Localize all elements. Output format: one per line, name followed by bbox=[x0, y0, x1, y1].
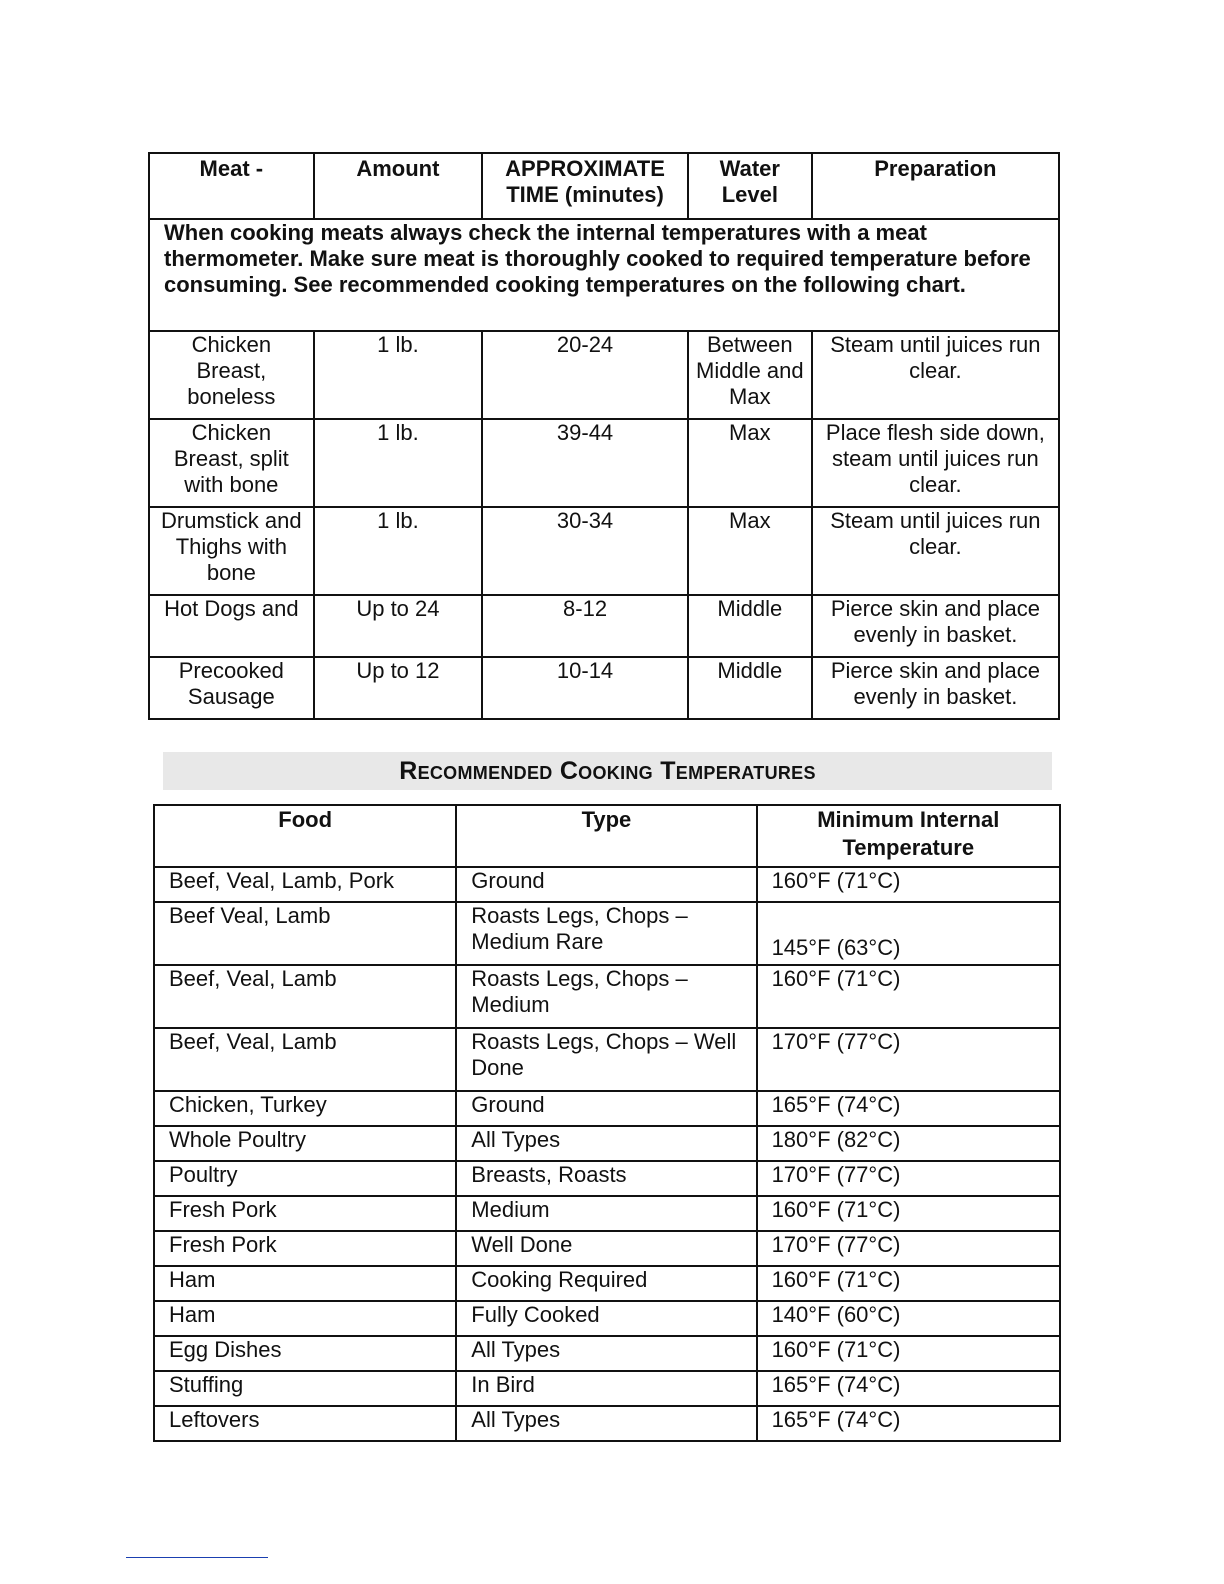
temperature-cell: 140°F (60°C) bbox=[757, 1301, 1060, 1336]
table-row bbox=[154, 1091, 1060, 1126]
food-cell: Chicken, Turkey bbox=[154, 1091, 456, 1126]
temperature-cell: 165°F (74°C) bbox=[757, 1371, 1060, 1406]
column-header-food: Food bbox=[154, 805, 456, 867]
column-header-water-level: Water Level bbox=[688, 153, 812, 219]
type-cell: Breasts, Roasts bbox=[456, 1161, 756, 1196]
table-row bbox=[154, 902, 1060, 965]
preparation-cell: Pierce skin and place evenly in basket. bbox=[812, 657, 1059, 719]
temperature-cell: 165°F (74°C) bbox=[757, 1406, 1060, 1441]
column-header-temperature: Minimum Internal Temperature bbox=[757, 805, 1060, 867]
temperature-cell: 170°F (77°C) bbox=[757, 1161, 1060, 1196]
temperature-cell: 160°F (71°C) bbox=[757, 867, 1060, 902]
table-row bbox=[154, 1196, 1060, 1231]
water-level-cell: Max bbox=[688, 507, 812, 595]
table-row bbox=[154, 1371, 1060, 1406]
time-cell: 10-14 bbox=[482, 657, 688, 719]
type-cell: All Types bbox=[456, 1406, 756, 1441]
food-cell: Poultry bbox=[154, 1161, 456, 1196]
amount-cell: Up to 24 bbox=[314, 595, 482, 657]
amount-cell: 1 lb. bbox=[314, 331, 482, 419]
food-cell: Beef, Veal, Lamb bbox=[154, 965, 456, 1028]
table-row bbox=[154, 1266, 1060, 1301]
temperature-cell: 165°F (74°C) bbox=[757, 1091, 1060, 1126]
food-cell: Egg Dishes bbox=[154, 1336, 456, 1371]
water-level-cell: Between Middle and Max bbox=[688, 331, 812, 419]
amount-cell: 1 lb. bbox=[314, 419, 482, 507]
time-cell: 20-24 bbox=[482, 331, 688, 419]
temperature-cell: 160°F (71°C) bbox=[757, 965, 1060, 1028]
meat-cell: Precooked Sausage bbox=[149, 657, 314, 719]
preparation-cell: Place flesh side down, steam until juices run clear. bbox=[812, 419, 1059, 507]
type-cell: Cooking Required bbox=[456, 1266, 756, 1301]
cooking-temperatures-table bbox=[153, 804, 1061, 1442]
type-cell: Fully Cooked bbox=[456, 1301, 756, 1336]
amount-cell: Up to 12 bbox=[314, 657, 482, 719]
food-cell: Whole Poultry bbox=[154, 1126, 456, 1161]
table-row bbox=[154, 1301, 1060, 1336]
type-cell: Roasts Legs, Chops – Well Done bbox=[456, 1028, 756, 1091]
column-header-type: Type bbox=[456, 805, 756, 867]
column-header-amount: Amount bbox=[314, 153, 482, 219]
column-header-time: APPROXIMATE TIME (minutes) bbox=[482, 153, 688, 219]
type-cell: Roasts Legs, Chops – Medium bbox=[456, 965, 756, 1028]
table-row bbox=[154, 1406, 1060, 1441]
column-header-meat: Meat - bbox=[149, 153, 314, 219]
table-row bbox=[149, 507, 1059, 595]
food-cell: Fresh Pork bbox=[154, 1196, 456, 1231]
water-level-cell: Middle bbox=[688, 657, 812, 719]
temperature-cell: 145°F (63°C) bbox=[757, 902, 1060, 965]
note-row bbox=[149, 219, 1059, 331]
table-row bbox=[154, 1028, 1060, 1091]
table-row bbox=[154, 1336, 1060, 1371]
water-level-cell: Middle bbox=[688, 595, 812, 657]
table-row bbox=[149, 331, 1059, 419]
food-cell: Stuffing bbox=[154, 1371, 456, 1406]
time-cell: 30-34 bbox=[482, 507, 688, 595]
type-cell: Roasts Legs, Chops – Medium Rare bbox=[456, 902, 756, 965]
table-row bbox=[154, 1126, 1060, 1161]
meat-cell: Hot Dogs and bbox=[149, 595, 314, 657]
meat-thermometer-note: When cooking meats always check the internal temperatures with a meat thermometer. Make sure meat is thoroughly cooked to required temperature before consuming. See recommended cooking temperatures on the following chart. bbox=[149, 219, 1059, 331]
type-cell: Medium bbox=[456, 1196, 756, 1231]
food-cell: Fresh Pork bbox=[154, 1231, 456, 1266]
time-cell: 8-12 bbox=[482, 595, 688, 657]
table-row bbox=[154, 1231, 1060, 1266]
food-cell: Ham bbox=[154, 1266, 456, 1301]
food-cell: Beef Veal, Lamb bbox=[154, 902, 456, 965]
type-cell: Well Done bbox=[456, 1231, 756, 1266]
meat-cell: Chicken Breast, boneless bbox=[149, 331, 314, 419]
type-cell: In Bird bbox=[456, 1371, 756, 1406]
temperature-cell: 160°F (71°C) bbox=[757, 1336, 1060, 1371]
footnote-separator bbox=[126, 1557, 268, 1558]
table-row bbox=[149, 419, 1059, 507]
time-cell: 39-44 bbox=[482, 419, 688, 507]
amount-cell: 1 lb. bbox=[314, 507, 482, 595]
temperature-cell: 160°F (71°C) bbox=[757, 1196, 1060, 1231]
section-title: Recommended Cooking Temperatures bbox=[163, 752, 1052, 790]
meat-steaming-table bbox=[148, 152, 1060, 720]
preparation-cell: Steam until juices run clear. bbox=[812, 331, 1059, 419]
table-row bbox=[149, 657, 1059, 719]
type-cell: Ground bbox=[456, 1091, 756, 1126]
table-row bbox=[149, 595, 1059, 657]
table-row bbox=[154, 965, 1060, 1028]
type-cell: All Types bbox=[456, 1336, 756, 1371]
column-header-preparation: Preparation bbox=[812, 153, 1059, 219]
preparation-cell: Pierce skin and place evenly in basket. bbox=[812, 595, 1059, 657]
table-header-row bbox=[154, 805, 1060, 867]
temperature-cell: 170°F (77°C) bbox=[757, 1028, 1060, 1091]
food-cell: Beef, Veal, Lamb bbox=[154, 1028, 456, 1091]
table-row bbox=[154, 1161, 1060, 1196]
temperature-cell: 170°F (77°C) bbox=[757, 1231, 1060, 1266]
preparation-cell: Steam until juices run clear. bbox=[812, 507, 1059, 595]
water-level-cell: Max bbox=[688, 419, 812, 507]
table-header-row bbox=[149, 153, 1059, 219]
food-cell: Ham bbox=[154, 1301, 456, 1336]
type-cell: All Types bbox=[456, 1126, 756, 1161]
temperature-cell: 180°F (82°C) bbox=[757, 1126, 1060, 1161]
meat-cell: Drumstick and Thighs with bone bbox=[149, 507, 314, 595]
type-cell: Ground bbox=[456, 867, 756, 902]
food-cell: Leftovers bbox=[154, 1406, 456, 1441]
table-row bbox=[154, 867, 1060, 902]
meat-cell: Chicken Breast, split with bone bbox=[149, 419, 314, 507]
temperature-cell: 160°F (71°C) bbox=[757, 1266, 1060, 1301]
food-cell: Beef, Veal, Lamb, Pork bbox=[154, 867, 456, 902]
